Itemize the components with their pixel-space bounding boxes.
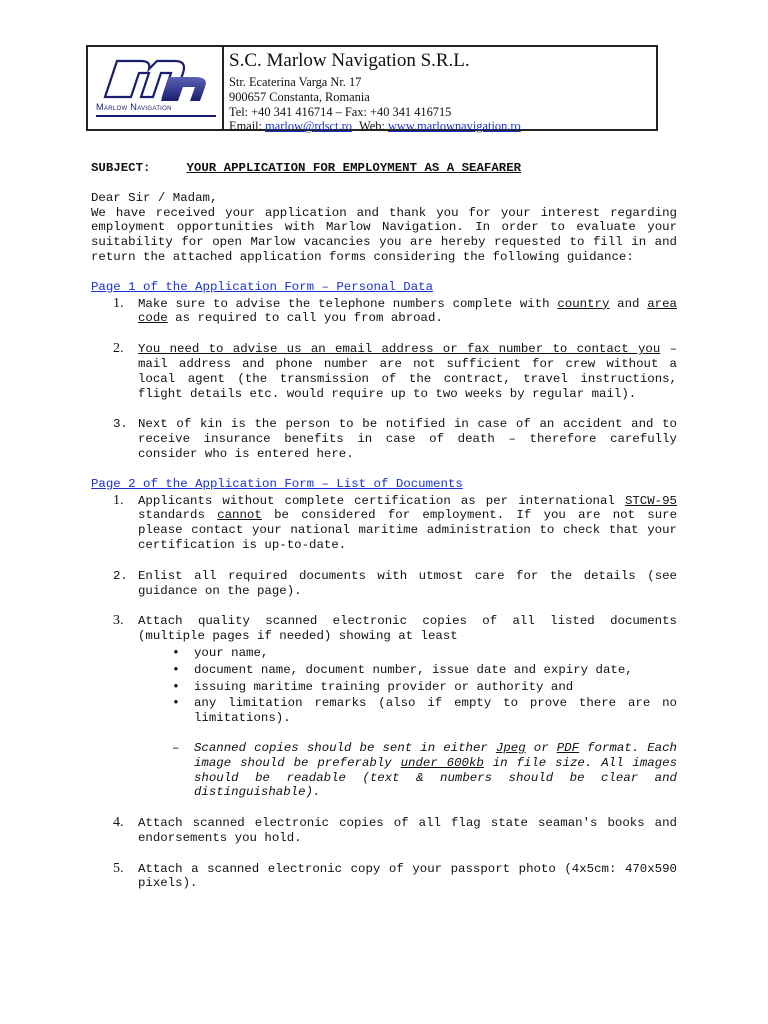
item-emphasis: country [557,296,610,311]
marlow-logo-icon [95,53,215,103]
list-item [91,342,677,401]
item-text: Make sure to advise the telephone numbers complete with [138,296,558,311]
item-text: Attach quality scanned electronic copies of all listed documents (multiple pages if needed) showing at least [138,614,677,644]
list-item [91,569,677,599]
phone-fax: Tel: +40 341 416714 – Fax: +40 341 416715 [229,104,452,119]
list-item [91,614,677,644]
subject-label: SUBJECT: [91,161,151,175]
bullet-item: • issuing maritime training provider or authority and [91,680,677,695]
item-number: 1. [113,492,124,508]
list-item [91,417,677,461]
contact-line [229,119,656,134]
letterhead [86,45,658,134]
note-emphasis: Jpeg [495,740,526,755]
list-item [91,862,677,892]
bullet-item: • any limitation remarks (also if empty to prove there are no limitations). [91,696,677,726]
item-emphasis: area code [138,296,677,326]
subject-line [91,161,677,176]
item-text: – mail address and phone number are not sufficient for crew without a local agent (the transmission of the contract, travel instructions, flight details etc. would require up to two weeks by regular mail). [138,342,678,401]
documents-list-continued [91,816,677,891]
item-emphasis: STCW-95 [624,493,677,508]
item-text: standards [138,508,218,523]
item-number: 3. [113,417,128,432]
item-text: be considered for employment. If you are not sure please contact your national maritime administration to check that your certification is up-to-date. [138,508,678,552]
item-text: Attach a scanned electronic copy of your passport photo (4x5cm: 470x590 pixels). [138,861,677,891]
item-text: Next of kin is the person to be notified in case of an accident and to receive insurance benefits in case of death – therefore carefully consider who is entered here. [138,417,677,461]
letter-body [91,161,677,891]
email-link[interactable]: marlow@rdsct.ro [265,119,352,134]
scan-format-note [91,741,677,800]
bullet-item: • your name, [91,646,677,661]
note-emphasis: under 600kb [400,755,484,770]
address-line-1: Str. Ecaterina Varga Nr. 17 [229,75,362,89]
subject-text: YOUR APPLICATION FOR EMPLOYMENT AS A SEAFARER [186,161,522,175]
company-info [224,47,656,134]
section-heading-list-of-documents[interactable]: Page 2 of the Application Form – List of Documents [91,476,463,491]
item-number: 2. [113,341,124,357]
documents-list [91,494,677,644]
company-name: S.C. Marlow Navigation S.R.L. [229,50,470,71]
bullet-item: • document name, document number, issue date and expiry date, [91,663,677,678]
note-dash: – [172,740,180,755]
item-text: as required to call you from abroad. [167,311,443,326]
item-text: and [609,296,648,311]
list-item [91,494,677,553]
item-number: 1. [113,295,124,311]
logo-underline [96,115,216,117]
web-label: Web: [359,119,385,134]
personal-data-list [91,297,677,462]
address-line-2: 900657 Constanta, Romania [229,89,370,104]
note-text: or [525,740,557,755]
item-text: Attach scanned electronic copies of all flag state seaman's books and endorsements you hold. [138,816,677,845]
item-number: 2. [113,568,128,583]
web-link[interactable]: www.marlownavigation.ro [387,119,521,134]
document-requirements-list [91,646,677,726]
item-number: 3. [113,613,124,629]
note-text: in file size. All images should be readable (text & numbers should be clear and distinguishable). [194,755,678,800]
company-logo [88,47,224,129]
note-emphasis: PDF [556,740,580,755]
logo-wordmark: Marlow Navigation [96,102,172,112]
note-text: Scanned copies should be sent in either [194,740,496,755]
item-text: Applicants without complete certification as per international [138,493,625,508]
item-emphasis: cannot [217,508,262,523]
item-number: 4. [113,815,124,831]
section-heading-personal-data[interactable]: Page 1 of the Application Form – Personal Data [91,279,434,294]
note-text: format. Each image should be preferably [194,740,677,770]
email-label: Email: [229,119,263,134]
list-item [91,816,677,846]
item-number: 5. [113,860,124,876]
item-emphasis: You need to advise us an email address or fax number to contact you [138,342,661,357]
salutation: Dear Sir / Madam, [91,190,218,205]
item-text: Enlist all required documents with utmost care for the details (see guidance on the page). [138,568,677,598]
list-item [91,297,677,327]
intro-paragraph: We have received your application and thank you for your interest regarding employment opportunities with Marlow Navigation. In order to evaluate your suitability for open Marlow vacancies you are hereby requested to fill in and return the attached application forms considering the following guidance: [91,205,677,264]
